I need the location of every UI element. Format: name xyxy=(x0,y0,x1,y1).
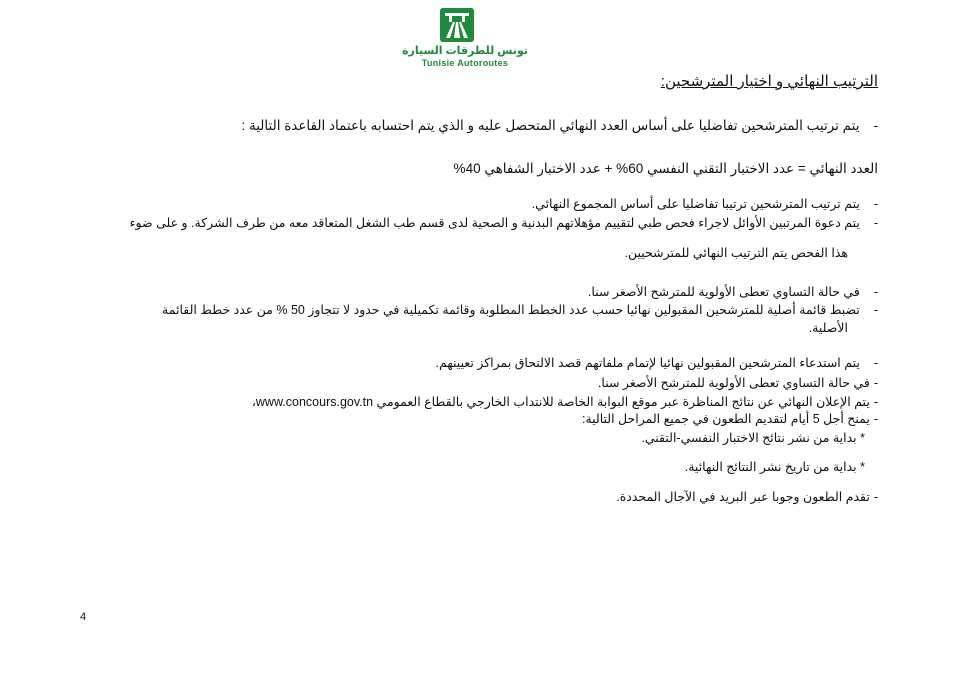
list-item: -يمنح أجل 5 أيام لتقديم الطعون في جميع المراحل التالية: xyxy=(581,412,878,426)
list-item: -تقدم الطعون وجوبا عبر البريد في الآجال المحددة. xyxy=(616,490,878,504)
sub-item: * بداية من تاريخ نشر النتائج النهائية. xyxy=(684,460,865,474)
list-item: -في حالة التساوي تعطى الأولوية للمترشح الأصغر سنا. xyxy=(597,376,878,390)
intro-line xyxy=(241,118,878,134)
list-item: -يتم استدعاء المترشحين المقبولين نهائيا لإتمام ملفاتهم قصد الالتحاق بمراكز تعيينهم. xyxy=(435,356,878,370)
sub-item: * بداية من نشر نتائج الاختبار النفسي-التقني. xyxy=(641,431,865,445)
company-logo xyxy=(400,8,530,70)
list-item-continuation: الأصلية. xyxy=(808,321,848,335)
list-item-continuation: هذا الفحص يتم الترتيب النهائي للمترشحيين. xyxy=(624,246,848,260)
logo-arabic-text: تونس للطرقات السيارة xyxy=(402,45,528,57)
list-item: -يتم الإعلان النهائي عن نتائج المناظرة عبر موقع البوابة الخاصة للانتداب الخارجي بالقطاع العمومي www.concours.gov.tn، xyxy=(251,395,878,409)
list-item: -تضبط قائمة أصلية للمترشحين المقبولين نهائيا حسب عدد الخطط المطلوبة وقائمة تكميلية في حدود لا تتجاوز 50 % من عدد خطط القائمة xyxy=(162,303,878,317)
section-title: الترتيب النهائي و اختيار المترشحين: xyxy=(660,73,878,90)
bullet-dash: - xyxy=(873,118,878,133)
list-item: -يتم دعوة المرتبين الأوائل لاجراء فحص طبي لتقييم مؤهلاتهم البدنية و الصحية لدى قسم طب الشغل المتعاقد معه من طرف الشركة. و على ضوء xyxy=(129,216,878,230)
highway-sign-icon xyxy=(440,8,474,42)
page-number: 4 xyxy=(80,611,87,623)
list-item: -في حالة التساوي تعطى الأولوية للمترشح الأصغر سنا. xyxy=(587,285,878,299)
intro-text: يتم ترتيب المترشحين تفاضليا على أساس العدد النهائي المتحصل عليه و الذي يتم احتسابه باعتماد القاعدة التالية : xyxy=(241,118,860,133)
formula-line: العدد النهائي = عدد الاختبار التقني النفسي 60% + عدد الاختبار الشفاهي 40% xyxy=(453,161,878,176)
list-item: -يتم ترتيب المترشحين ترتيبا تفاضليا على أساس المجموع النهائي. xyxy=(531,197,878,211)
logo-latin-text: Tunisie Autoroutes xyxy=(421,58,509,68)
